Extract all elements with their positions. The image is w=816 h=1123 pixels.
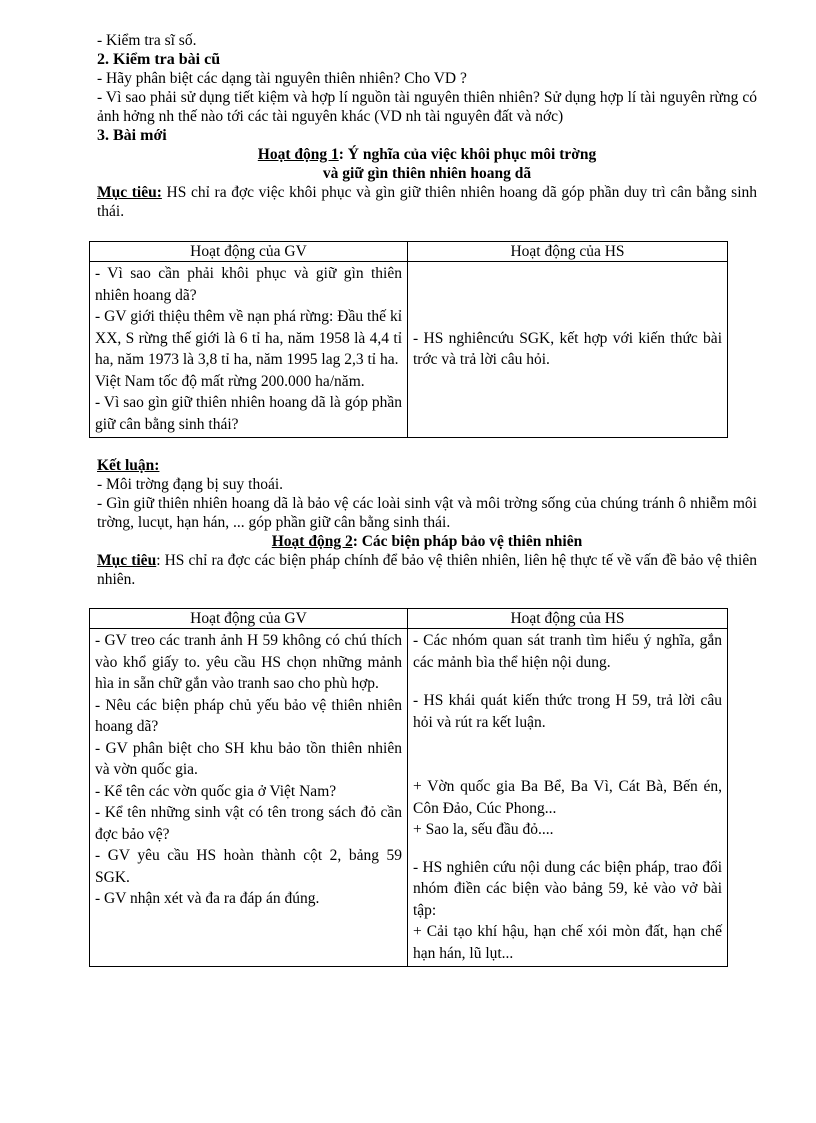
table-header-gv: Hoạt động của GV — [90, 242, 408, 262]
conclusion-line: - Gìn giữ thiên nhiên hoang dã là bảo vệ các loài sinh vật và môi trờng sống của chúng tránh ô nhiễm môi trờng, lucụt, hạn hán, ... góp phần giữ cân bằng sinh thái. — [97, 495, 757, 531]
activity-2-title: Hoạt động 2: Các biện pháp bảo vệ thiên nhiên — [271, 533, 583, 550]
document-page — [97, 31, 757, 967]
activity-1-goal: Mục tiêu: HS chỉ ra đợc việc khôi phục và gìn giữ thiên nhiên hoang dã góp phần duy trì cân bằng sinh thái. — [97, 184, 757, 220]
hs-cell: - Các nhóm quan sát tranh tìm hiểu ý nghĩa, gắn các mảnh bìa thể hiện nội dung. - HS khái quát kiến thức trong H 59, trả lời câu hỏi và rút ra kết luận. + Vờn quốc gia Ba Bể, Ba Vì, Cát Bà, Bến én, Côn Đảo, Cúc Phong... + Sao la, sếu đầu đỏ.... - HS nghiên cứu nội dung các biện pháp, trao đổi nhóm điền các biện vào bảng 59, kẻ vào vở bài tập: + Cải tạo khí hậu, hạn chế xói mòn đất, hạn chế hạn hán, lũ lụt... — [408, 629, 728, 967]
review-question-2: - Vì sao phải sử dụng tiết kiệm và hợp lí nguồn tài nguyên thiên nhiên? Sử dụng hợp lí tài nguyên rừng có ảnh hởng nh thế nào tới các tài nguyên khác (VD nh tài nguyên đất và nớc) — [97, 89, 757, 125]
gv-cell: - GV treo các tranh ảnh H 59 không có chú thích vào khổ giấy to. yêu cầu HS chọn những mảnh hìa in sẵn chữ gắn vào tranh sao cho phù hợp. - Nêu các biện pháp chủ yếu bảo vệ thiên nhiên hoang dã? - GV phân biệt cho SH khu bảo tồn thiên nhiên và vờn quốc gia. - Kể tên các vờn quốc gia ở Việt Nam? - Kể tên những sinh vật có tên trong sách đỏ cần đợc bảo vệ? - GV yêu cầu HS hoàn thành cột 2, bảng 59 SGK. - GV nhận xét và đa ra đáp án đúng. — [90, 629, 408, 967]
table-header-hs: Hoạt động của HS — [408, 609, 728, 629]
activity-2-label: Hoạt động 2 — [271, 533, 353, 550]
table-header-gv: Hoạt động của GV — [90, 609, 408, 629]
activity-1-label: Hoạt động 1 — [257, 146, 339, 163]
section-3-heading: 3. Bài mới — [97, 127, 167, 144]
section-2-heading: 2. Kiểm tra bài cũ — [97, 51, 221, 68]
activity-1-title: Hoạt động 1: Ý nghĩa của việc khôi phục môi trờng — [257, 146, 597, 163]
activity-2-table — [89, 608, 728, 967]
review-question-1: - Hãy phân biệt các dạng tài nguyên thiên nhiên? Cho VD ? — [97, 70, 467, 87]
conclusion-line: - Môi trờng đạng bị suy thoái. — [97, 476, 283, 493]
hs-cell: - HS nghiêncứu SGK, kết hợp với kiến thức bài trớc và trả lời câu hỏi. — [408, 262, 728, 438]
goal-label: Mục tiêu — [97, 552, 157, 569]
attendance-line: - Kiểm tra sĩ số. — [97, 32, 197, 49]
activity-1-table — [89, 241, 728, 438]
activity-1-title-line2: và giữ gìn thiên nhiên hoang dã — [322, 165, 532, 182]
conclusion-label: Kết luận: — [97, 457, 160, 474]
goal-label: Mục tiêu: — [97, 184, 162, 201]
gv-cell: - Vì sao cần phải khôi phục và giữ gìn thiên nhiên hoang dã? - GV giới thiệu thêm về nạn phá rừng: Đầu thế kỉ XX, S rừng thế giới là 6 tỉ ha, năm 1958 là 4,4 tỉ ha, năm 1973 là 3,8 tỉ ha, năm 1995 lag 2,3 tỉ ha. Việt Nam tốc độ mất rừng 200.000 ha/năm. - Vì sao gìn giữ thiên nhiên hoang dã là góp phần giữ cân bằng sinh thái? — [90, 262, 408, 438]
activity-2-goal: Mục tiêu: HS chỉ ra đợc các biện pháp chính để bảo vệ thiên nhiên, liên hệ thực tế về vấn đề bảo vệ thiên nhiên. — [97, 552, 757, 588]
table-header-hs: Hoạt động của HS — [408, 242, 728, 262]
